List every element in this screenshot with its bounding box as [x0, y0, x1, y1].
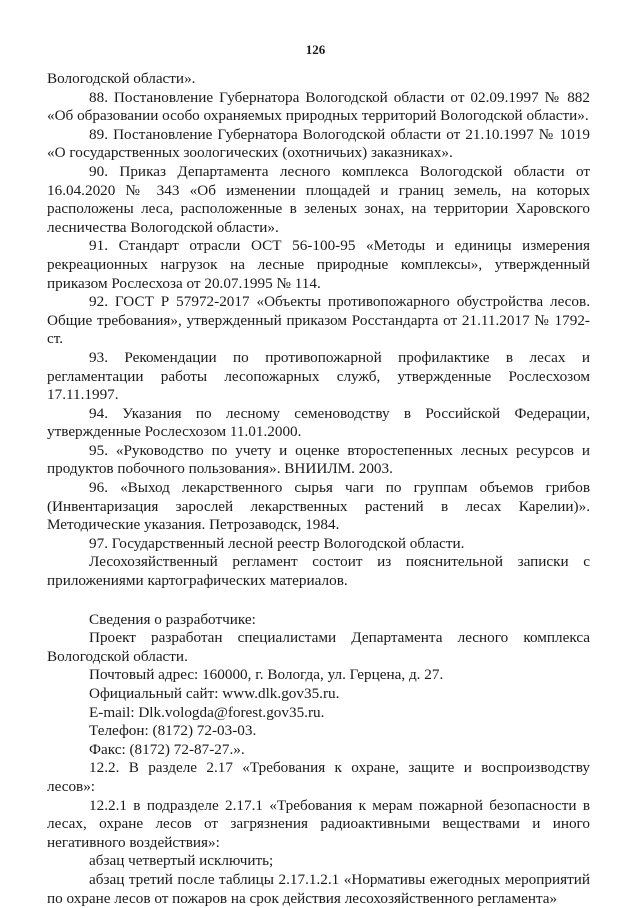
- list-item-91: 91. Стандарт отрасли ОСТ 56-100-95 «Методы и единицы измерения рекреационных нагрузок на лесные природные комплексы», утвержденный приказом Рослесхоза от 20.07.1995 № 114.: [47, 237, 590, 292]
- list-item-94: 94. Указания по лесному семеноводству в Российской Федерации, утвержденные Рослесхозом 11.01.2000.: [47, 404, 590, 441]
- document-body: [47, 70, 590, 908]
- list-item-93: 93. Рекомендации по противопожарной профилактике в лесах и регламентации работы лесопожарных служб, утвержденные Рослесхозом 17.11.1997.: [47, 348, 590, 404]
- list-item-90: 90. Приказ Департамента лесного комплекса Вологодской области от 16.04.2020 № 343 «Об изменении площадей и границ земель, на которых расположены леса, расположенные в зеленых зонах, на территории Харовского лесничества Вологодской области».: [47, 162, 590, 236]
- list-item-95: 95. «Руководство по учету и оценке второстепенных лесных ресурсов и продуктов побочного пользования». ВНИИЛМ. 2003.: [47, 441, 590, 478]
- developer-email: E-mail: Dlk.vologda@forest.gov35.ru.: [89, 703, 325, 721]
- list-item-97: 97. Государственный лесной реестр Вологодской области.: [89, 534, 465, 552]
- page-number: 126: [305, 42, 326, 57]
- list-item-89: 89. Постановление Губернатора Вологодской области от 21.10.1997 № 1019 «О государственных зоологических (охотничьих) заказниках».: [47, 125, 590, 162]
- list-item-92: 92. ГОСТ Р 57972-2017 «Объекты противопожарного обустройства лесов. Общие требования», утвержденный приказом Росстандарта от 21.11.2017 № 1792-ст.: [47, 293, 590, 348]
- amendment-12-2: 12.2. В разделе 2.17 «Требования к охране, защите и воспроизводству лесов»:: [47, 759, 590, 795]
- list-item-88: 88. Постановление Губернатора Вологодской области от 02.09.1997 № 882 «Об образовании особо охраняемых природных территорий Вологодской области».: [47, 88, 590, 125]
- regulation-structure-paragraph: Лесохозяйственный регламент состоит из пояснительной записки с приложениями картографических материалов.: [47, 553, 590, 590]
- amendment-12-2-1: 12.2.1 в подразделе 2.17.1 «Требования к мерам пожарной безопасности в лесах, охране лесов от загрязнения радиоактивными веществами и иного негативного воздействия»:: [47, 796, 590, 851]
- developer-address: Почтовый адрес: 160000, г. Вологда, ул. Герцена, д. 27.: [89, 666, 444, 684]
- developer-heading: Сведения о разработчике:: [89, 610, 256, 628]
- developer-fax: Факс: (8172) 72-87-27.».: [89, 740, 245, 758]
- paragraph-continuation: Вологодской области».: [47, 70, 196, 87]
- list-item-96: 96. «Выход лекарственного сырья чаги по группам объемов грибов (Инвентаризация зарослей лекарственных растений в лесах Карелии)». Методические указания. Петрозаводск, 1984.: [47, 479, 590, 534]
- developer-phone: Телефон: (8172) 72-03-03.: [89, 722, 257, 740]
- developer-project: Проект разработан специалистами Департамента лесного комплекса Вологодской области.: [47, 629, 590, 665]
- amendment-paragraph-four: абзац четвертый исключить;: [89, 852, 274, 870]
- developer-website: Официальный сайт: www.dlk.gov35.ru.: [89, 685, 340, 702]
- amendment-paragraph-three: абзац третий после таблицы 2.17.1.2.1 «Нормативы ежегодных мероприятий по охране лесов от пожаров на срок действия лесохозяйственного регламента»: [47, 870, 590, 907]
